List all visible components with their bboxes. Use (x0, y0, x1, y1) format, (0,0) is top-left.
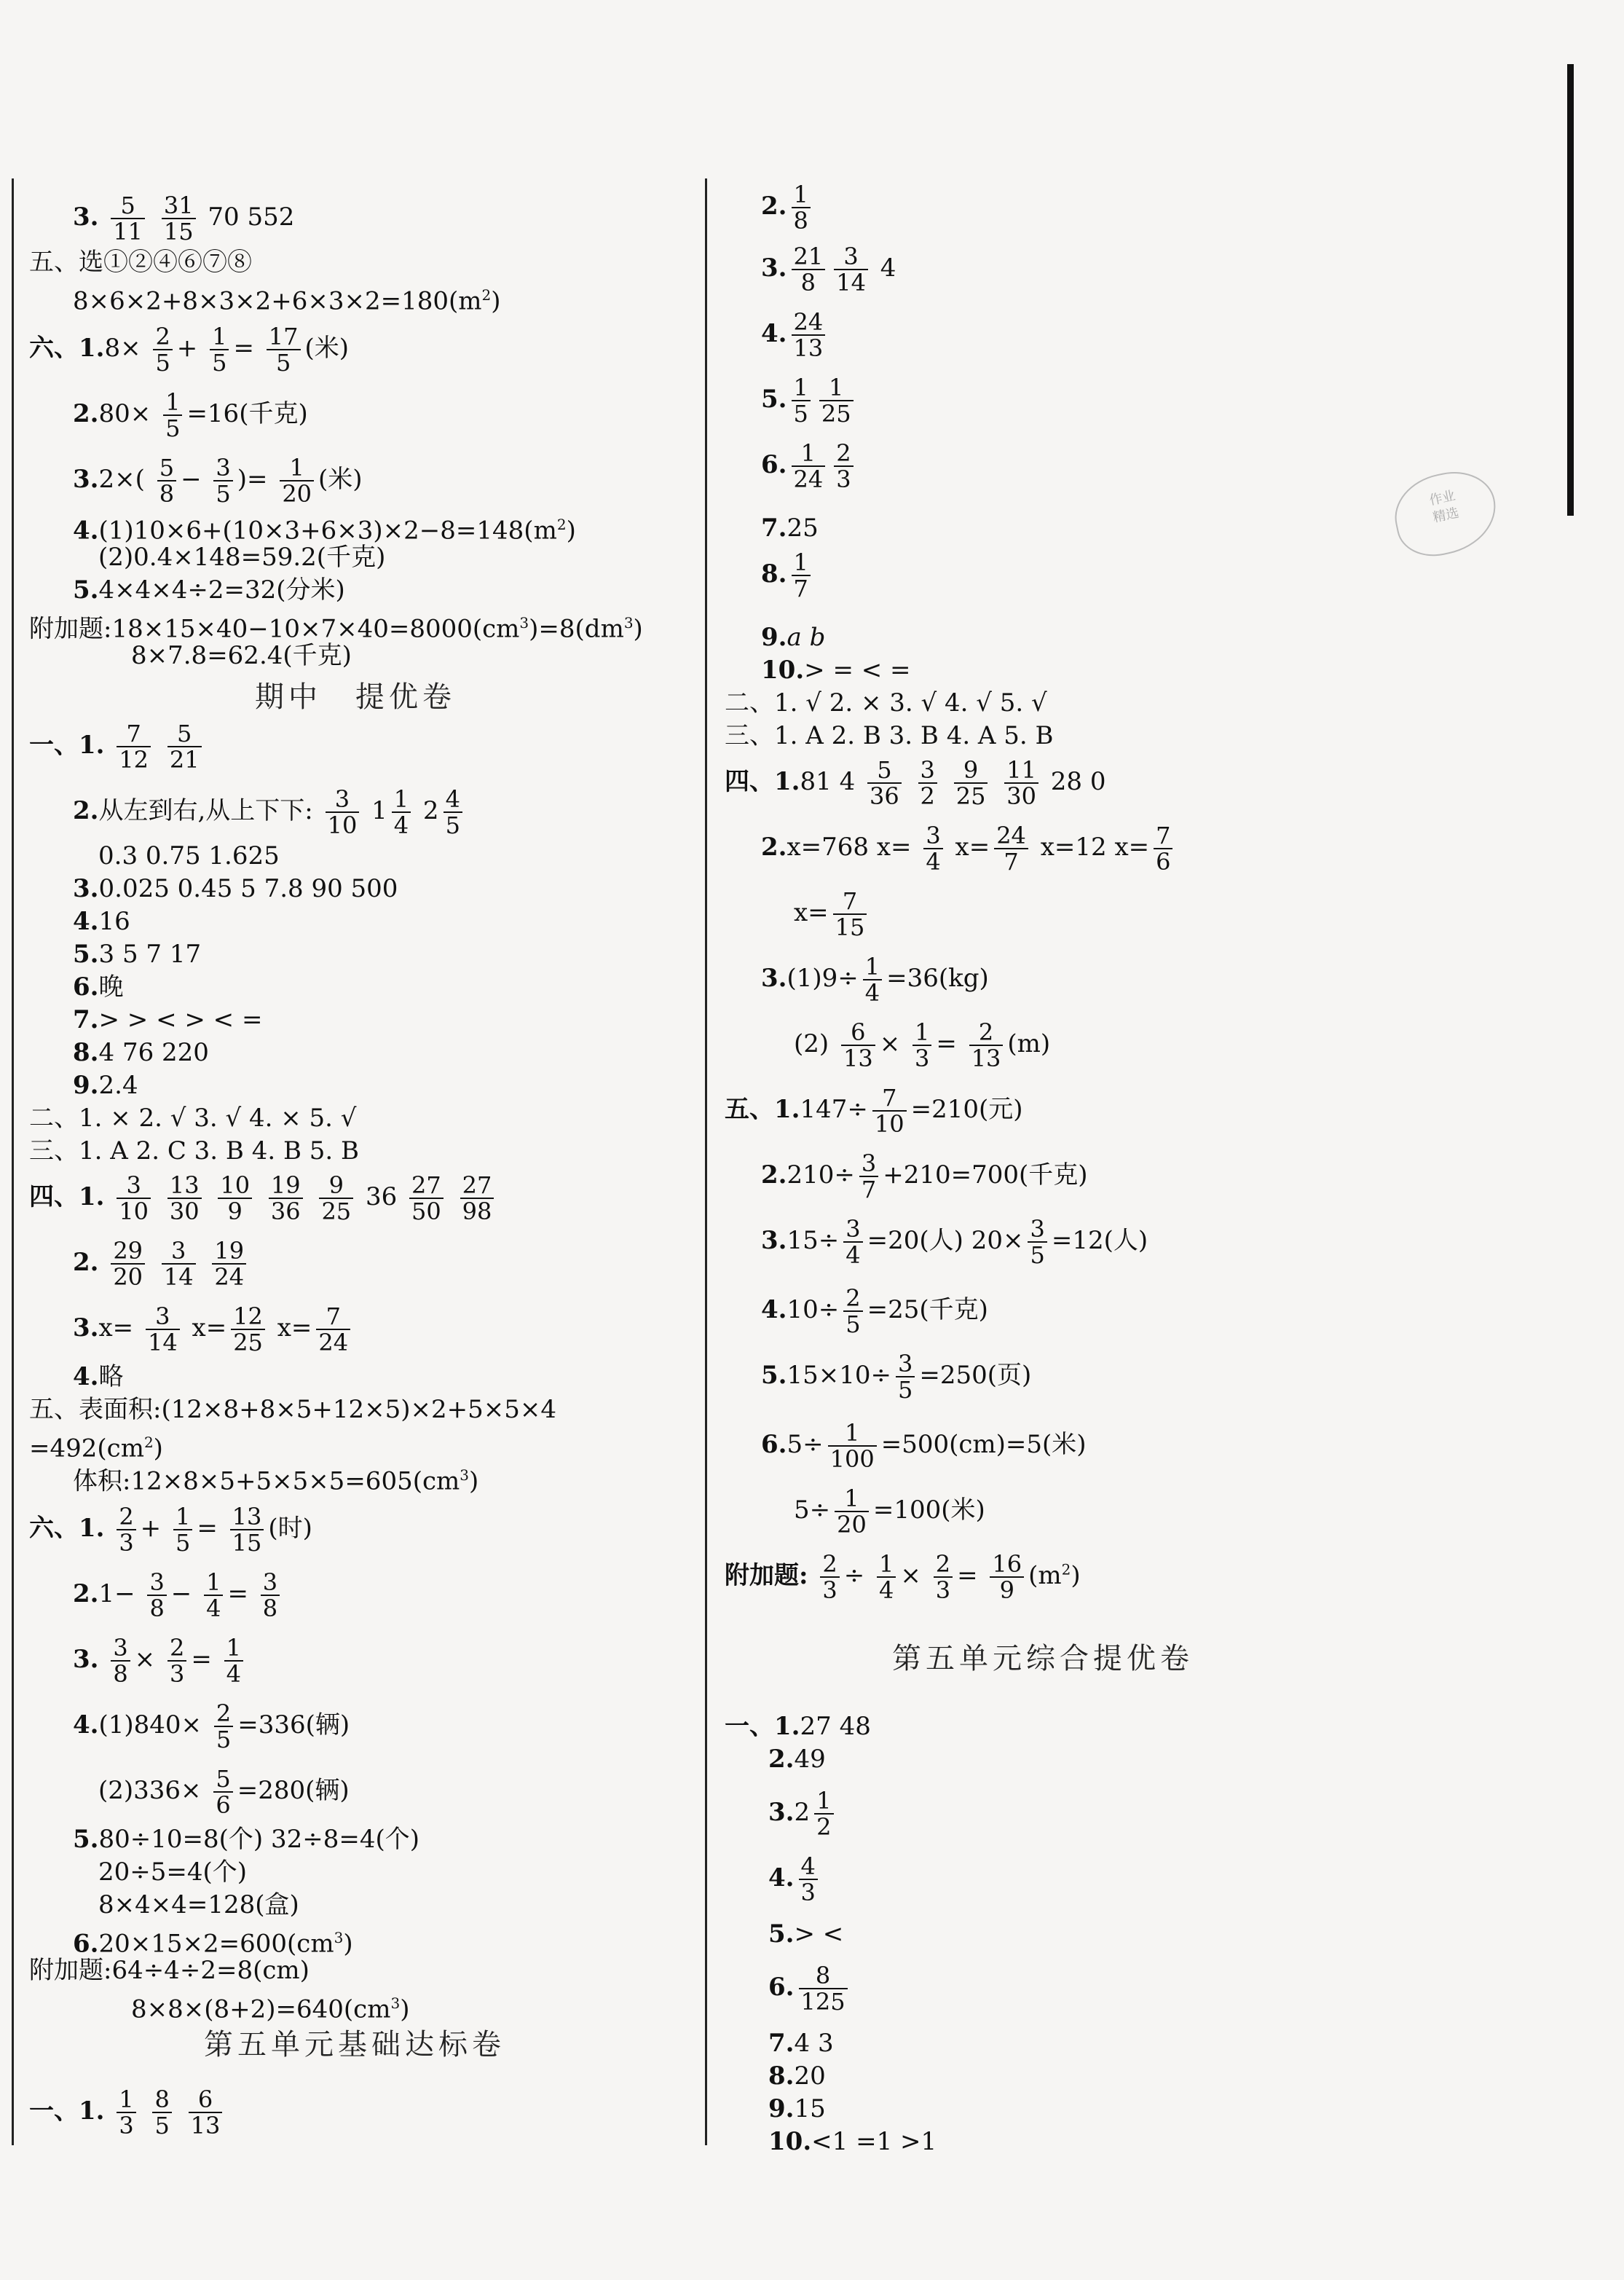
answer-line: 5.4×4×4÷2=32(分米) (73, 575, 345, 605)
fraction: $\frac{31}{15}$ (162, 193, 196, 244)
page-edge-shadow (1567, 64, 1574, 516)
section-title: 期中 提优卷 (255, 680, 456, 714)
answer-line: 2.80× $\frac{1}{5}$ =16(千克) (73, 388, 308, 442)
answer-line: 5. $\frac{1}{5}$ $\frac{1}{25}$ (761, 375, 858, 426)
answer-line: 4.16 (73, 907, 130, 936)
answer-line: 3.2×( $\frac{5}{8}$ − $\frac{3}{5}$ )= $\frac{1}{20}$ (米) (73, 454, 363, 508)
answer-line: 5.3 5 7 17 (73, 940, 202, 969)
answer-line: 2.49 (768, 1745, 826, 1774)
answer-line: 四、1. $\frac{3}{10}$ $\frac{13}{30}$ $\frac{10}{9}$ $\frac{19}{36}$ $\frac{9}{25}$ 36 $\frac{27}{50}$ $\frac{27}{98}$ (29, 1173, 498, 1224)
answer-line: 8×4×4=128(盒) (98, 1890, 299, 1919)
answer-line: 5.15×10÷ $\frac{3}{5}$ =250(页) (761, 1350, 1032, 1404)
answer-line: 二、1. √ 2. × 3. √ 4. √ 5. √ (725, 688, 1047, 718)
answer-line: 3.(1)9÷ $\frac{1}{4}$ =36(kg) (761, 953, 989, 1007)
answer-line: 五、表面积:(12×8+8×5+12×5)×2+5×5×4 (29, 1395, 556, 1424)
answer-line: 9.15 (768, 2094, 826, 2123)
answer-line: 二、1. × 2. √ 3. √ 4. × 5. √ (29, 1104, 357, 1133)
answer-line: 6. $\frac{8}{125}$ (768, 1963, 852, 2014)
answer-line: 20÷5=4(个) (98, 1858, 248, 1887)
answer-line: 体积$:12\times 8\times 5+5\times 5\times 5=605(cm^3)$ (73, 1466, 479, 1496)
section-label: 五、选①②④⑥⑦⑧ (29, 248, 252, 277)
fraction: $\frac{5}{11}$ (111, 193, 145, 244)
answer-line: 8.20 (768, 2061, 826, 2091)
answer-line: 5÷ $\frac{1}{20}$ =100(米) (794, 1485, 985, 1538)
answer-line: 2.210÷ $\frac{3}{7}$ +210=700(千克) (761, 1149, 1088, 1203)
answer-line: 一、1.27 48 (725, 1712, 871, 1741)
answer-line: 3.15÷ $\frac{3}{4}$ =20(人) 20× $\frac{3}{5}$ =12(人) (761, 1215, 1148, 1269)
answer-line: 2. $\frac{1}{8}$ (761, 182, 815, 233)
section-title: 第五单元基础达标卷 (204, 2028, 505, 2061)
answer-line: 7.> > < > < = (73, 1005, 263, 1034)
answer-line: $8\times 8\times(8+2)=640(cm^3)$ (131, 1994, 410, 2024)
column-divider (705, 178, 707, 2145)
answer-line: 6.晚 (73, 972, 124, 1002)
answer-line: 4. $\frac{24}{13}$ (761, 310, 829, 361)
section-title: 第五单元综合提优卷 (892, 1642, 1194, 1675)
answer-line: $4.(1)10\times 6+(10\times 3+6\times 3)\times 2-8=148(m^2)$ (73, 516, 576, 546)
answer-line: 六、1.8× $\frac{2}{5}$ + $\frac{1}{5}$ = $\frac{17}{5}$ (米) (29, 323, 350, 377)
answer-line: 7.25 (761, 514, 819, 543)
answer-line: $8\times 6\times 2+8\times 3\times 2+6\times 3\times 2=180(m^2)$ (73, 286, 501, 316)
answer-line: 4.略 (73, 1362, 124, 1391)
answer-line: 4.(1)840× $\frac{2}{5}$ =336(辆) (73, 1699, 350, 1753)
answer-line: (2)336× $\frac{5}{6}$ =280(辆) (98, 1765, 350, 1819)
answer-line: 一、1. $\frac{1}{3}$ $\frac{8}{5}$ $\frac{6}{13}$ (29, 2087, 226, 2138)
answer-line: $=492(cm^2)$ (29, 1434, 163, 1463)
answer-line: 附加题$:18\times 15\times 40-10\times 7\times 40=8000(cm^3)=8(dm^3)$ (29, 614, 643, 644)
answer-line: 4. $\frac{4}{3}$ (768, 1854, 822, 1905)
answer-line: $6.20\times 15\times 2=600(cm^3)$ (73, 1929, 353, 1959)
answer-line: 附加题: $\frac{2}{3}$ ÷ $\frac{1}{4}$ × $\frac{2}{3}$ = $\frac{16}{9}$ $(m^2)$ (725, 1550, 1081, 1604)
answer-line: 4.10÷ $\frac{2}{5}$ =25(千克) (761, 1284, 988, 1338)
answer-line: 三、1. A 2. B 3. B 4. A 5. B (725, 721, 1054, 750)
answer-line: (2)0.4×148=59.2(千克) (98, 543, 386, 572)
answer-line: 10.> = < = (761, 656, 911, 685)
answer-line: 7.4 3 (768, 2029, 834, 2058)
answer-line: 2.从左到右,从上下下: $\frac{3}{10}$ 1 $\frac{1}{4}$ 2 $\frac{4}{5}$ (73, 787, 467, 838)
answer-line: 5.80÷10=8(个) 32÷8=4(个) (73, 1825, 420, 1854)
answer-line: 3.2 $\frac{1}{2}$ (768, 1788, 838, 1839)
answer-line: 3. $\frac{5}{11}$ $\frac{31}{15}$ 70 552 (73, 192, 295, 245)
answer-line: 五、1.147÷ $\frac{7}{10}$ =210(元) (725, 1084, 1023, 1138)
answer-line: 3. $\frac{21}{8}$ $\frac{3}{14}$ 4 (761, 243, 896, 296)
answer-line: 8. $\frac{1}{7}$ (761, 550, 815, 601)
answer-line: 2.1− $\frac{3}{8}$ − $\frac{1}{4}$ = $\frac{3}{8}$ (73, 1570, 284, 1621)
answer-line: 10.<1 =1 >1 (768, 2127, 937, 2156)
answer-line: 2.x=768 x= $\frac{3}{4}$ x= $\frac{24}{7}$ x=12 x= $\frac{7}{6}$ (761, 823, 1177, 874)
answer-line: (2) $\frac{6}{13}$ × $\frac{1}{3}$ = $\frac{2}{13}$ (m) (794, 1018, 1051, 1072)
answer-line: 8.4 76 220 (73, 1038, 209, 1067)
answer-line: 一、1. $\frac{7}{12}$ $\frac{5}{21}$ (29, 721, 206, 772)
answer-line: 6.5÷ $\frac{1}{100}$ =500(cm)=5(米) (761, 1419, 1087, 1473)
answer-line: 三、1. A 2. C 3. B 4. B 5. B (29, 1136, 359, 1165)
answer-line: 四、1.81 4 $\frac{5}{36}$ $\frac{3}{2}$ $\frac{9}{25}$ $\frac{11}{30}$ 28 0 (725, 756, 1106, 810)
answer-line: 9.a b (761, 623, 826, 652)
answer-line: 6. $\frac{1}{24}$ $\frac{2}{3}$ (761, 441, 858, 492)
left-margin-rule (12, 178, 14, 2145)
answer-line: 9.2.4 (73, 1071, 138, 1100)
answer-line: 3. $\frac{3}{8}$ × $\frac{2}{3}$ = $\frac{1}{4}$ (73, 1635, 248, 1686)
answer-line: 附加题:64÷4÷2=8(cm) (29, 1956, 310, 1985)
watermark-stamp: 作业 精选 (1387, 464, 1504, 564)
answer-line: 8×7.8=62.4(千克) (131, 641, 352, 670)
answer-line: 5.> < (768, 1919, 844, 1949)
answer-line: 3.x= $\frac{3}{14}$ x= $\frac{12}{25}$ x= $\frac{7}{24}$ (73, 1304, 355, 1355)
answer-line: x= $\frac{7}{15}$ (794, 889, 871, 940)
answer-line: 3.0.025 0.45 5 7.8 90 500 (73, 874, 398, 903)
answer-line: 0.3 0.75 1.625 (98, 841, 280, 870)
answer-line: 六、1. $\frac{2}{3}$ + $\frac{1}{5}$ = $\frac{13}{15}$ (时) (29, 1503, 312, 1557)
answer-line: 2. $\frac{29}{20}$ $\frac{3}{14}$ $\frac{19}{24}$ (73, 1238, 251, 1289)
